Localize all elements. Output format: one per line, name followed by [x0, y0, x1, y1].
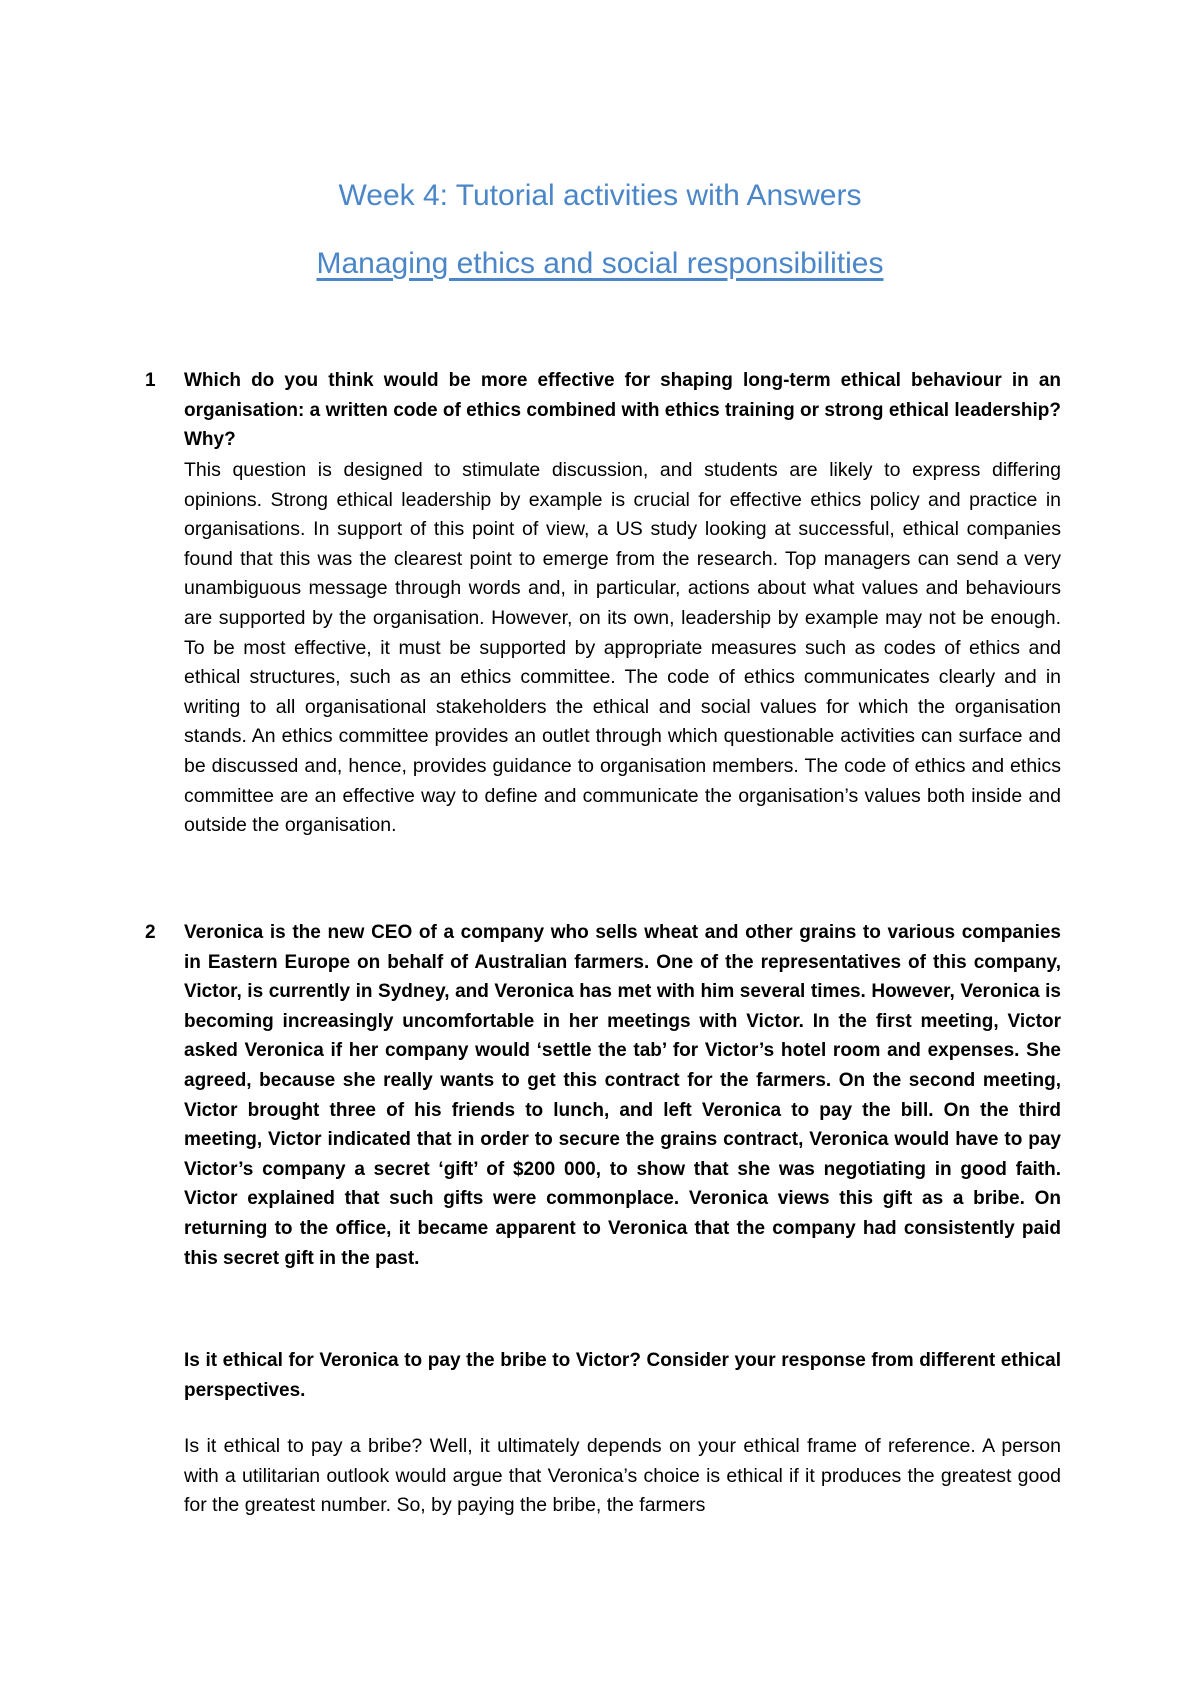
- question-number-2: 2: [145, 922, 156, 943]
- question-number-1: 1: [145, 370, 156, 391]
- question-2-prompt: Is it ethical for Veronica to pay the bribe to Victor? Consider your response from different ethical perspectives.: [184, 1350, 1061, 1401]
- answer-2-text: Is it ethical to pay a bribe? Well, it ultimately depends on your ethical frame of reference. A person with a utilitarian outlook would argue that Veronica’s choice is ethical if it produces the greatest good for the greatest number. So, by paying the bribe, the farmers: [184, 1435, 1061, 1517]
- question-1-text: Which do you think would be more effective for shaping long-term ethical behaviour in an organisation: a written code of ethics combined with ethics training or strong ethical leadership? Why?: [184, 370, 1061, 451]
- page-title: Week 4: Tutorial activities with Answers: [338, 179, 862, 212]
- page-subtitle: Managing ethics and social responsibilities: [316, 247, 884, 280]
- answer-1-text: This question is designed to stimulate discussion, and students are likely to express differing opinions. Strong ethical leadership by example is crucial for effective ethics policy and practice in organisations. In support of this point of view, a US study looking at successful, ethical companies found that this was the clearest point to emerge from the research. Top managers can send a very unambiguous message through words and, in particular, actions about what values and behaviours are supported by the organisation. However, on its own, leadership by example may not be enough. To be most effective, it must be supported by appropriate measures such as codes of ethics and ethical structures, such as an ethics committee. The code of ethics communicates clearly and in writing to all organisational stakeholders the ethical and social values for which the organisation stands. An ethics committee provides an outlet through which questionable activities can surface and be discussed and, hence, provides guidance to organisation members. The code of ethics and ethics committee are an effective way to define and communicate the organisation’s values both inside and outside the organisation.: [184, 459, 1061, 837]
- question-2-scenario: Veronica is the new CEO of a company who sells wheat and other grains to various companies in Eastern Europe on behalf of Australian farmers. One of the representatives of this company, Victor, is currently in Sydney, and Veronica has met with him several times. However, Veronica is becoming increasingly uncomfortable in her meetings with Victor. In the first meeting, Victor asked Veronica if her company would ‘settle the tab’ for Victor’s hotel room and expenses. She agreed, because she really wants to get this contract for the farmers. On the second meeting, Victor brought three of his friends to lunch, and left Veronica to pay the bill. On the third meeting, Victor indicated that in order to secure the grains contract, Veronica would have to pay Victor’s company a secret ‘gift’ of $200 000, to show that she was negotiating in good faith. Victor explained that such gifts were commonplace. Veronica views this gift as a bribe. On returning to the office, it became apparent to Veronica that the company had consistently paid this secret gift in the past.: [184, 922, 1061, 1269]
